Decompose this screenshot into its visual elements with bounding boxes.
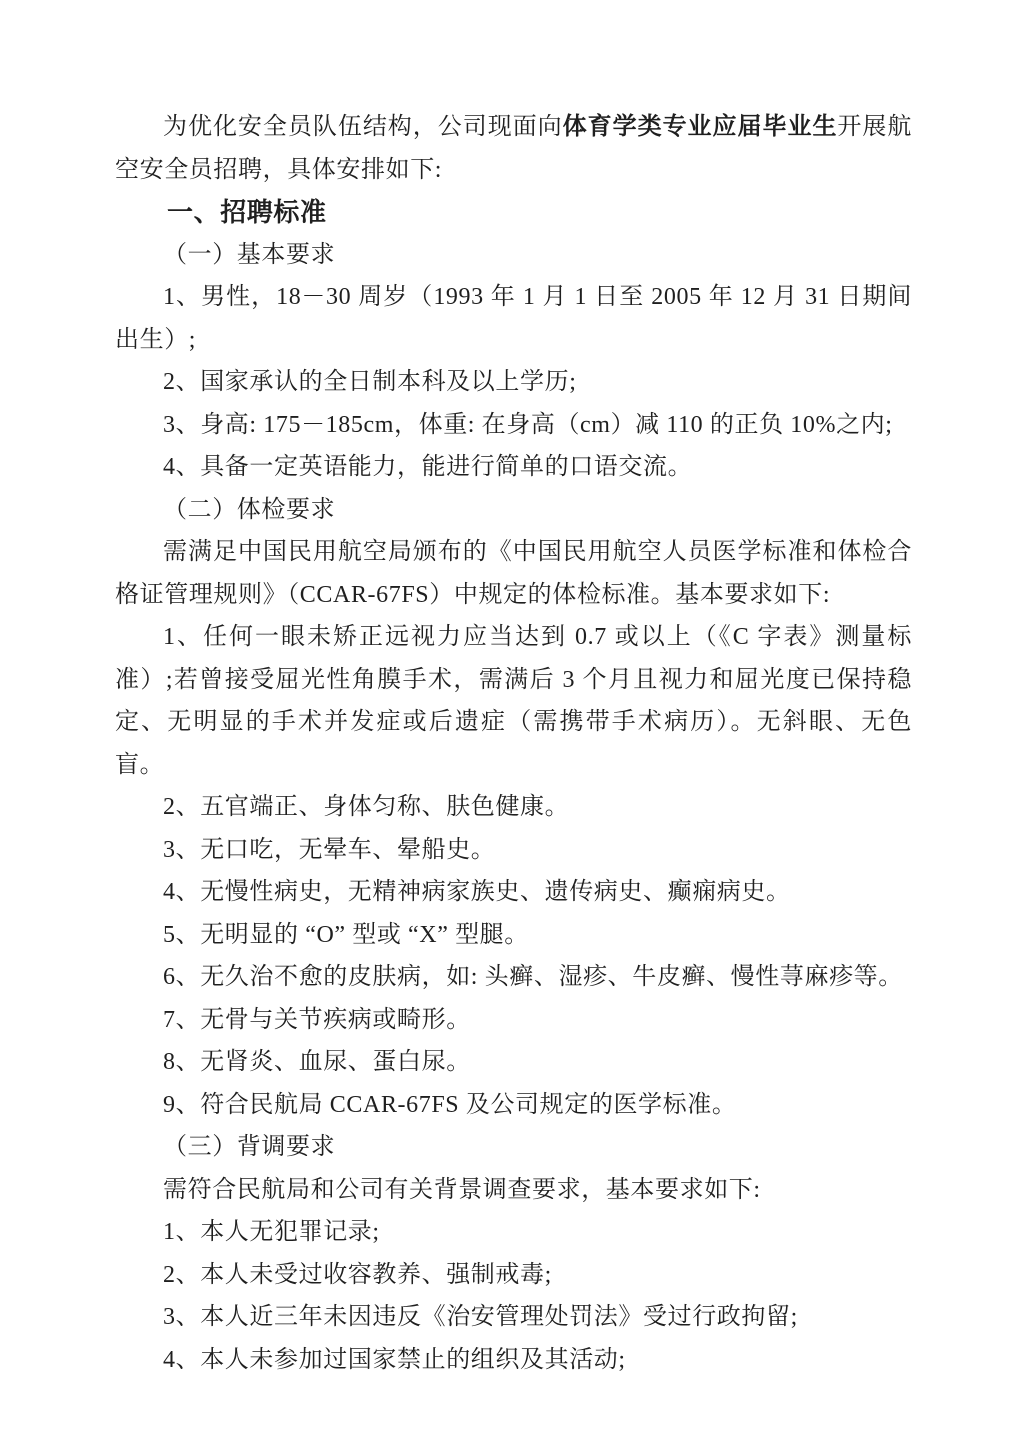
paragraph — [115, 361, 912, 404]
text-run: 7、无骨与关节疾病或畸形。 — [163, 1006, 471, 1033]
text-run: 5、无明显的 “O” 型或 “X” 型腿。 — [163, 921, 529, 948]
paragraph — [115, 1169, 912, 1212]
paragraph — [115, 871, 912, 914]
paragraph — [115, 999, 912, 1042]
paragraph — [115, 404, 912, 447]
paragraph — [115, 1296, 912, 1339]
text-run: 2、本人未受过收容教养、强制戒毒; — [163, 1261, 552, 1288]
text-run: 4、具备一定英语能力，能进行简单的口语交流。 — [163, 454, 693, 480]
paragraph — [115, 489, 912, 532]
text-run: 4、无慢性病史，无精神病家族史、遗传病史、癫痫病史。 — [163, 879, 791, 905]
paragraph — [115, 829, 912, 872]
paragraph — [115, 956, 912, 999]
paragraph — [115, 786, 912, 829]
text-run: （三）背调要求 — [163, 1134, 336, 1160]
bold-text-run: 一、招聘标准 — [167, 197, 327, 227]
text-run: 为优化安全员队伍结构，公司现面向 — [163, 114, 563, 140]
document-body — [115, 106, 912, 1381]
text-run: 6、无久治不愈的皮肤病，如: 头癣、湿疹、牛皮癣、慢性荨麻疹等。 — [163, 964, 903, 990]
text-run: 8、无肾炎、血尿、蛋白尿。 — [163, 1049, 471, 1075]
text-run: 开展航空安全员招聘，具体安排如下: — [115, 114, 912, 183]
text-run: 3、身高: 175－185cm，体重: 在身高（cm）减 110 的正负 10%之内; — [163, 411, 893, 438]
text-run: 1、本人无犯罪记录; — [163, 1219, 380, 1245]
paragraph — [115, 446, 912, 489]
text-run: 4、本人未参加过国家禁止的组织及其活动; — [163, 1346, 626, 1373]
paragraph — [115, 1041, 912, 1084]
text-run: 2、五官端正、身体匀称、肤色健康。 — [163, 794, 570, 820]
text-run: 需符合民航局和公司有关背景调查要求，基本要求如下: — [163, 1176, 761, 1203]
paragraph — [115, 234, 912, 277]
paragraph — [115, 1084, 912, 1127]
text-run: 1、男性，18－30 周岁（1993 年 1 月 1 日至 2005 年 12 月 31 日期间出生）; — [115, 284, 912, 353]
text-run: （一）基本要求 — [163, 241, 336, 268]
section-heading — [115, 191, 912, 234]
text-run: 需满足中国民用航空局颁布的《中国民用航空人员医学标准和体检合格证管理规则》（CCAR-67FS）中规定的体检标准。基本要求如下: — [115, 539, 912, 608]
paragraph — [115, 1211, 912, 1254]
paragraph — [115, 1254, 912, 1297]
paragraph — [115, 106, 912, 191]
paragraph — [115, 1126, 912, 1169]
text-run: （二）体检要求 — [163, 496, 336, 523]
paragraph — [115, 914, 912, 957]
paragraph — [115, 531, 912, 616]
text-run: 1、任何一眼未矫正远视力应当达到 0.7 或以上（《C 字表》测量标准）;若曾接受屈光性角膜手术，需满后 3 个月且视力和屈光度已保持稳定、无明显的手术并发症或后遗症（需携带手术病历）。无斜眼、无色盲。 — [115, 624, 912, 778]
paragraph — [115, 276, 912, 361]
paragraph — [115, 1339, 912, 1382]
paragraph — [115, 616, 912, 786]
text-run: 9、符合民航局 CCAR-67FS 及公司规定的医学标准。 — [163, 1091, 737, 1118]
text-run: 3、无口吃，无晕车、晕船史。 — [163, 836, 496, 863]
bold-text-run: 体育学类专业应届毕业生 — [562, 113, 838, 140]
text-run: 2、国家承认的全日制本科及以上学历; — [163, 369, 577, 395]
text-run: 3、本人近三年未因违反《治安管理处罚法》受过行政拘留; — [163, 1304, 798, 1330]
